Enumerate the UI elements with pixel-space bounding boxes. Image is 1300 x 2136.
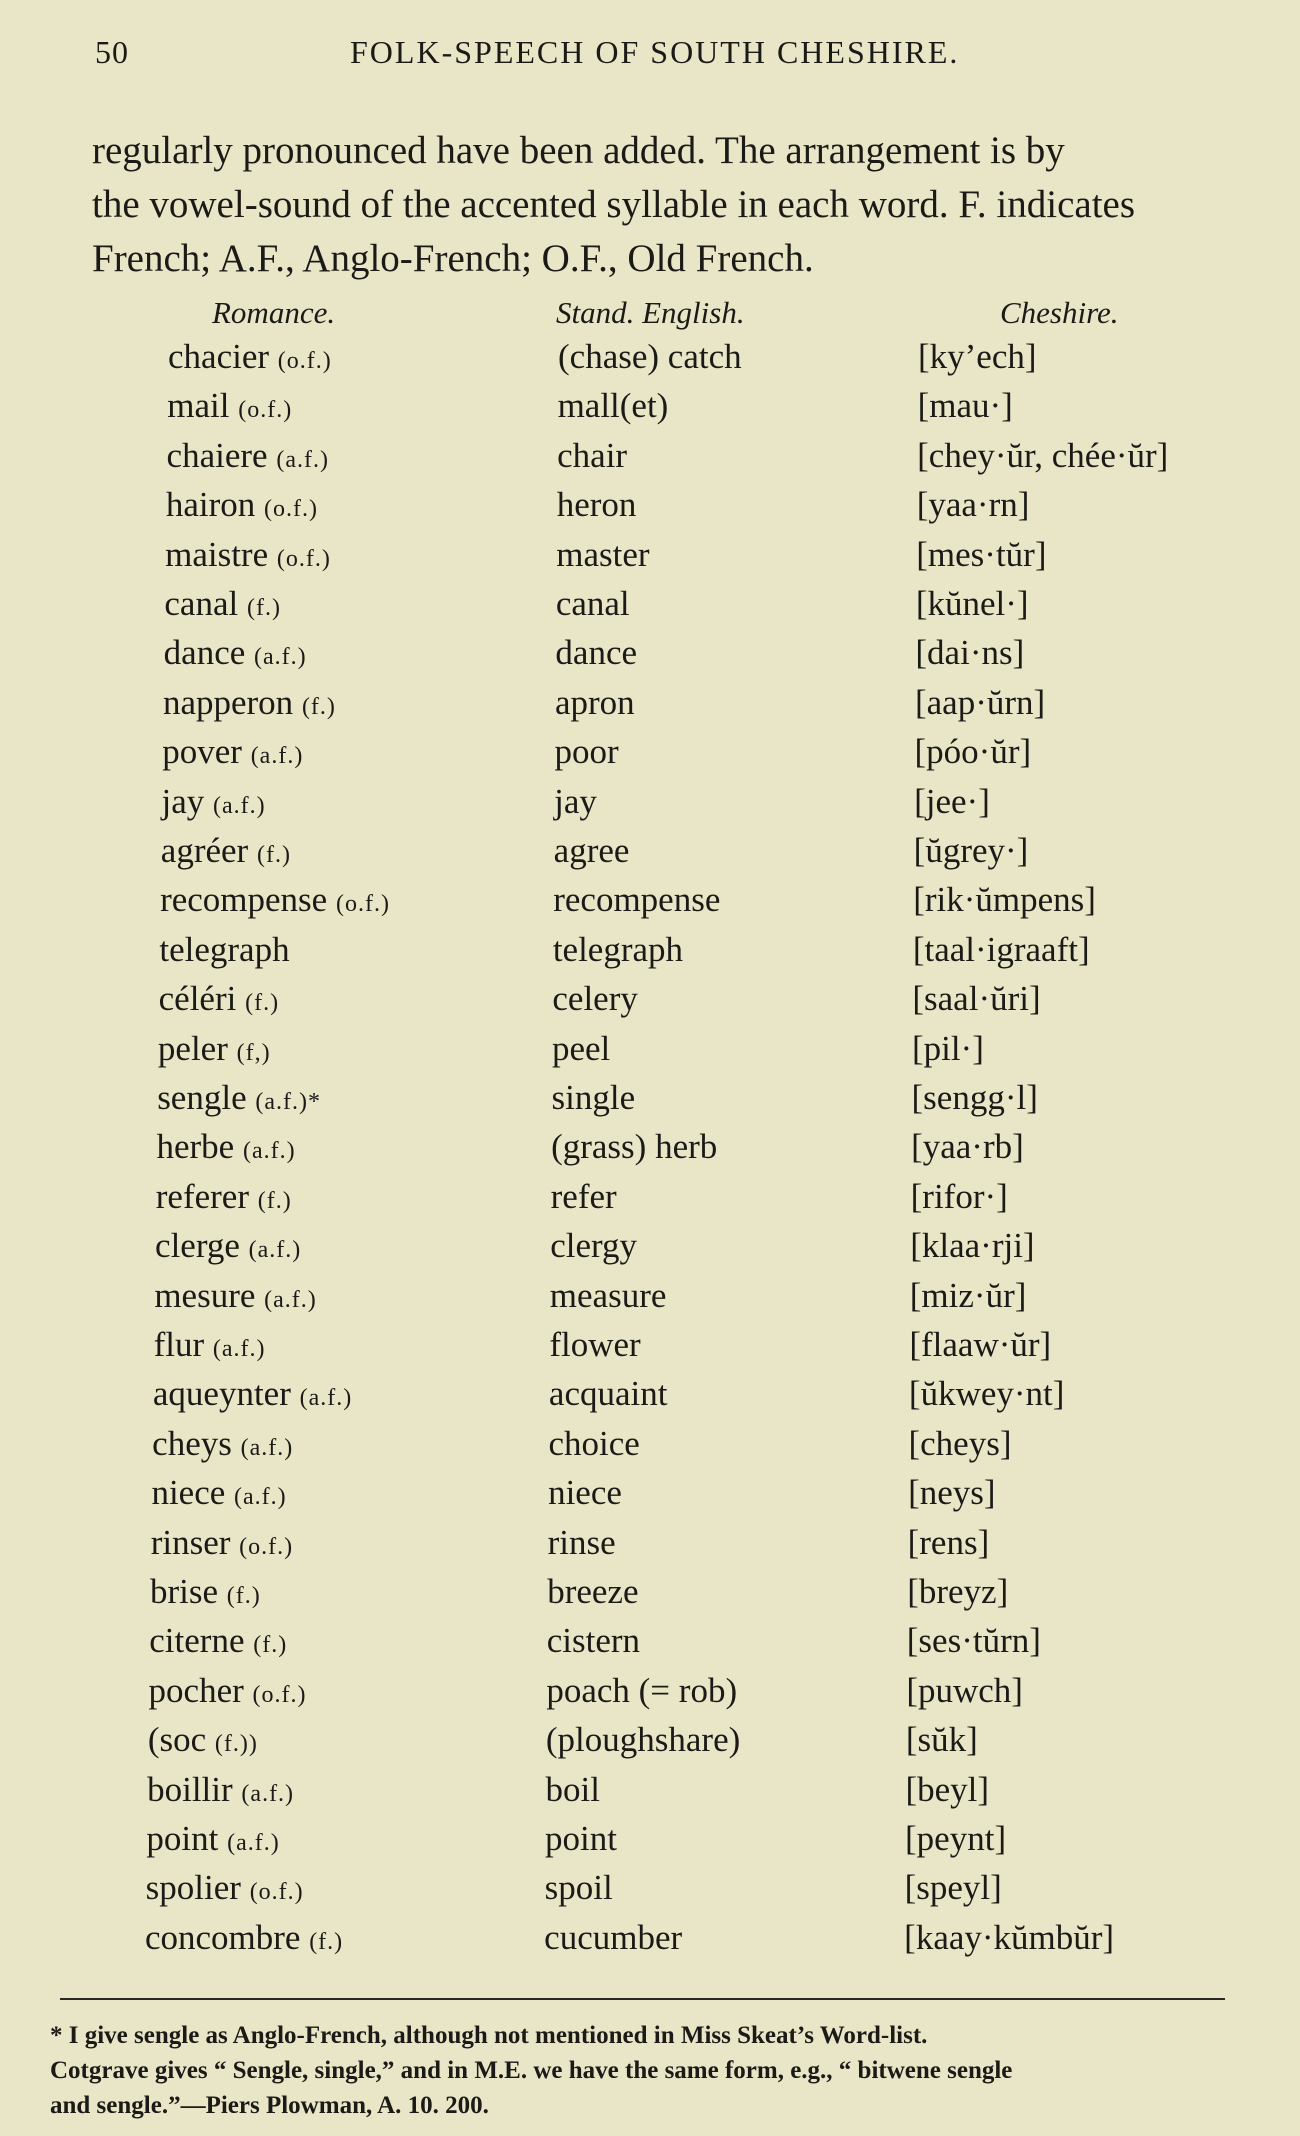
standard-english-word: peel [551, 1028, 611, 1068]
table-row [0, 1374, 1300, 1423]
cheshire-pronunciation: [beyl] [905, 1769, 990, 1809]
romance-word [162, 732, 303, 772]
cheshire-pronunciation: [mau·] [917, 386, 1013, 426]
romance-word-text: maistre [165, 534, 269, 574]
cheshire-pronunciation: [speyl] [904, 1868, 1002, 1908]
language-tag: (f.) [301, 693, 336, 720]
cheshire-pronunciation: [rik·ŭmpens] [913, 880, 1096, 920]
romance-word-text: chacier [168, 337, 270, 376]
standard-english-word: chair [557, 435, 628, 475]
romance-word-text: agréer [160, 831, 249, 870]
cheshire-pronunciation: [ses·tŭrn] [906, 1621, 1041, 1661]
romance-word-text: céléri [158, 979, 237, 1019]
table-row [0, 1276, 1300, 1325]
footnote-line: and sengle.”—Piers Plowman, A. 10. 200. [50, 2092, 489, 2119]
language-tag: (a.f.) [240, 1434, 294, 1461]
table-row [0, 1720, 1300, 1769]
table-row [0, 584, 1300, 633]
language-tag: (a.f.) [241, 1780, 295, 1807]
intro-line: regularly pronounced have been added. The arrangement is by [92, 129, 1065, 172]
table-row [0, 1671, 1300, 1720]
cheshire-pronunciation: [yaa·rb] [911, 1127, 1024, 1167]
language-tag: (a.f.)* [255, 1089, 321, 1115]
romance-word-text: mail [167, 386, 230, 426]
romance-word [150, 1572, 261, 1612]
romance-word-text: rinser [150, 1522, 231, 1562]
language-tag: (a.f.) [276, 446, 329, 473]
table-row [0, 386, 1300, 435]
romance-word-text: clerge [155, 1226, 240, 1266]
table-row [0, 979, 1300, 1028]
romance-word [168, 337, 332, 377]
romance-word-text: mesure [154, 1275, 256, 1315]
intro-line: the vowel-sound of the accented syllable in each word. F. indicates [92, 183, 1136, 226]
language-tag: (a.f.) [299, 1385, 353, 1412]
cheshire-pronunciation: [saal·ŭri] [912, 979, 1041, 1019]
language-tag: (a.f.) [227, 1830, 280, 1856]
standard-english-word: spoil [544, 1868, 613, 1908]
standard-english-word: single [551, 1078, 636, 1117]
romance-word [146, 1868, 304, 1908]
romance-word [146, 1819, 279, 1859]
romance-word [161, 831, 291, 871]
standard-english-word: cucumber [544, 1917, 683, 1957]
romance-word-text: citerne [149, 1621, 245, 1661]
romance-word-text: napperon [162, 682, 294, 722]
language-tag: (a.f.) [242, 1138, 296, 1165]
language-tag: (o.f.) [252, 1681, 307, 1708]
romance-word [159, 979, 279, 1019]
language-tag: (f.) [226, 1583, 261, 1609]
cheshire-pronunciation: [neys] [908, 1473, 996, 1513]
cheshire-pronunciation: [póo·ŭr] [914, 732, 1032, 772]
language-tag: (a.f.) [234, 1484, 287, 1511]
language-tag: (a.f.) [248, 1237, 302, 1264]
romance-word-text: canal [164, 584, 239, 623]
romance-word [153, 1374, 352, 1414]
romance-word-text: sengle [157, 1078, 247, 1117]
standard-english-word: telegraph [552, 929, 684, 969]
romance-word [149, 1671, 307, 1711]
language-tag: (o.f.) [277, 348, 332, 374]
language-tag: (o.f.) [264, 496, 318, 523]
romance-word-text: aqueynter [152, 1374, 291, 1414]
romance-word-text: referer [155, 1176, 249, 1216]
romance-word-text: telegraph [159, 929, 290, 969]
table-row [0, 1918, 1300, 1967]
table-row [0, 1770, 1300, 1819]
table-row [0, 485, 1300, 534]
romance-word [160, 880, 390, 920]
cheshire-pronunciation: [klaa·rji] [910, 1226, 1035, 1266]
language-tag: (f.)) [214, 1731, 258, 1758]
cheshire-pronunciation: [peynt] [905, 1819, 1007, 1858]
standard-english-word: poor [554, 732, 619, 772]
standard-english-word: (grass) herb [551, 1127, 718, 1167]
cheshire-pronunciation: [jee·] [914, 781, 990, 821]
table-row [0, 732, 1300, 781]
standard-english-word: choice [548, 1423, 640, 1463]
romance-word [152, 1424, 293, 1464]
romance-word [157, 1078, 321, 1118]
table-row [0, 436, 1300, 485]
cheshire-pronunciation: [yaa·rn] [916, 485, 1030, 525]
language-tag: (a.f.) [213, 792, 266, 819]
intro-line: French; A.F., Anglo-French; O.F., Old French. [92, 237, 814, 280]
standard-english-word: mall(et) [557, 386, 669, 426]
romance-word [148, 1720, 258, 1760]
column-header-cheshire: Cheshire. [1000, 295, 1119, 330]
footnote-line: Cotgrave gives “ Sengle, single,” and in M.E. we have the same form, e.g., “ bitwene sengle [50, 2057, 1013, 2084]
romance-word [156, 1127, 295, 1167]
cheshire-pronunciation: [flaaw·ŭr] [909, 1325, 1052, 1364]
romance-word-text: hairon [165, 485, 256, 525]
table-row [0, 1078, 1300, 1127]
romance-word [147, 1770, 294, 1810]
cheshire-pronunciation: [kŭnel·] [915, 584, 1029, 623]
romance-word [158, 1029, 271, 1069]
cheshire-pronunciation: [mes·tŭr] [916, 534, 1047, 574]
standard-english-word: point [545, 1819, 617, 1858]
romance-word-text: dance [163, 633, 246, 673]
romance-word-text: peler [157, 1028, 228, 1068]
cheshire-pronunciation: [rifor·] [910, 1176, 1008, 1216]
romance-word [163, 683, 336, 723]
romance-word [145, 1918, 343, 1958]
romance-word-text: (soc [147, 1720, 207, 1760]
standard-english-word: canal [555, 584, 630, 623]
romance-word [154, 1325, 266, 1365]
cheshire-pronunciation: [pil·] [911, 1028, 984, 1068]
romance-word-text: recompense [160, 880, 328, 920]
standard-english-word: heron [556, 485, 637, 525]
romance-word-text: point [146, 1819, 219, 1858]
standard-english-word: jay [554, 781, 597, 821]
cheshire-pronunciation: [ŭkwey·nt] [908, 1374, 1065, 1414]
language-tag: (a.f.) [264, 1286, 317, 1313]
romance-word-text: niece [151, 1473, 226, 1513]
romance-word-text: brise [150, 1572, 219, 1611]
table-row [0, 535, 1300, 584]
language-tag: (o.f.) [249, 1879, 304, 1906]
cheshire-pronunciation: [ky’ech] [918, 337, 1037, 376]
romance-word [149, 1621, 287, 1661]
standard-english-word: cistern [546, 1621, 641, 1661]
cheshire-pronunciation: [rens] [907, 1522, 990, 1562]
cheshire-pronunciation: [chey·ŭr, chée·ŭr] [917, 435, 1169, 475]
language-tag: (f.) [253, 1632, 288, 1659]
language-tag: (a.f.) [212, 1336, 266, 1362]
standard-english-word: poach (= rob) [546, 1670, 738, 1710]
table-row [0, 930, 1300, 979]
table-row [0, 1424, 1300, 1473]
cheshire-pronunciation: [taal·igraaft] [912, 929, 1090, 969]
table-row [0, 831, 1300, 880]
romance-word-text: boillir [147, 1769, 233, 1809]
romance-word-text: concombre [144, 1917, 301, 1957]
language-tag: (f.) [246, 595, 281, 621]
footnote-rule [60, 1998, 1225, 2000]
table-row [0, 1473, 1300, 1522]
standard-english-word: boil [545, 1769, 600, 1809]
table-row [0, 1523, 1300, 1572]
romance-word [164, 584, 281, 624]
language-tag: (f,) [236, 1039, 271, 1066]
cheshire-pronunciation: [sengg·l] [911, 1078, 1038, 1117]
romance-word-text: chaiere [166, 435, 268, 475]
footnote [50, 2018, 1240, 2123]
cheshire-pronunciation: [miz·ŭr] [909, 1275, 1027, 1315]
standard-english-word: breeze [547, 1572, 639, 1611]
table-row [0, 1868, 1300, 1917]
romance-word-text: herbe [156, 1127, 235, 1167]
cheshire-pronunciation: [cheys] [908, 1423, 1012, 1463]
table-row [0, 1621, 1300, 1670]
table-row [0, 1127, 1300, 1176]
language-tag: (f.) [256, 842, 291, 868]
standard-english-word: flower [549, 1325, 641, 1364]
romance-word [167, 386, 292, 426]
table-row [0, 337, 1300, 386]
table-row [0, 1325, 1300, 1374]
romance-word [167, 436, 329, 476]
table-row [0, 633, 1300, 682]
language-tag: (o.f.) [335, 891, 390, 918]
romance-word [154, 1276, 316, 1316]
standard-english-word: agree [553, 831, 630, 870]
romance-word-text: pover [162, 732, 242, 772]
cheshire-pronunciation: [aap·ŭrn] [914, 682, 1046, 722]
cheshire-pronunciation: [dai·ns] [915, 633, 1025, 673]
language-tag: (o.f.) [239, 1533, 294, 1560]
table-row [0, 1029, 1300, 1078]
romance-word-text: jay [161, 781, 205, 821]
language-tag: (a.f.) [250, 743, 304, 770]
romance-word [164, 633, 307, 673]
romance-word [151, 1523, 293, 1563]
romance-word [151, 1473, 286, 1513]
table-row [0, 1572, 1300, 1621]
romance-word [159, 930, 289, 970]
page-number: 50 [95, 34, 129, 70]
romance-word-text: spolier [145, 1868, 241, 1908]
standard-english-word: recompense [553, 880, 721, 920]
standard-english-word: master [556, 534, 650, 574]
intro-paragraph [92, 124, 1272, 286]
standard-english-word: (chase) catch [558, 337, 742, 376]
romance-word [155, 1226, 301, 1266]
romance-word-text: pocher [148, 1670, 244, 1710]
table-row [0, 1819, 1300, 1868]
table-row [0, 1226, 1300, 1275]
standard-english-word: rinse [547, 1522, 616, 1562]
language-tag: (f.) [245, 990, 280, 1017]
column-header-standard-english: Stand. English. [556, 295, 745, 330]
language-tag: (f.) [309, 1928, 344, 1955]
standard-english-word: apron [554, 682, 635, 722]
table-row [0, 683, 1300, 732]
standard-english-word: dance [555, 633, 638, 673]
language-tag: (f.) [257, 1187, 292, 1214]
column-header-romance: Romance. [212, 295, 336, 330]
language-tag: (a.f.) [254, 644, 307, 671]
standard-english-word: (ploughshare) [545, 1720, 741, 1760]
cheshire-pronunciation: [breyz] [907, 1572, 1009, 1611]
standard-english-word: measure [549, 1275, 667, 1315]
table-row [0, 782, 1300, 831]
standard-english-word: acquaint [548, 1374, 668, 1414]
footnote-line: * I give sengle as Anglo-French, although not mentioned in Miss Skeat’s Word-list. [50, 2022, 928, 2049]
running-title: FOLK-SPEECH OF SOUTH CHESHIRE. [350, 34, 960, 70]
romance-word-text: flur [153, 1325, 205, 1364]
romance-word [156, 1177, 292, 1217]
standard-english-word: clergy [550, 1226, 638, 1266]
cheshire-pronunciation: [kaay·kŭmbŭr] [904, 1917, 1115, 1957]
standard-english-word: celery [552, 979, 638, 1019]
table-row [0, 1177, 1300, 1226]
table-row [0, 880, 1300, 929]
standard-english-word: refer [550, 1176, 617, 1216]
cheshire-pronunciation: [sŭk] [905, 1720, 978, 1760]
standard-english-word: niece [548, 1473, 622, 1513]
language-tag: (o.f.) [238, 397, 293, 424]
cheshire-pronunciation: [puwch] [906, 1670, 1023, 1710]
language-tag: (o.f.) [276, 545, 331, 572]
romance-word [165, 535, 331, 575]
cheshire-pronunciation: [ŭgrey·] [913, 831, 1029, 870]
romance-word [162, 782, 266, 822]
romance-word-text: cheys [152, 1423, 232, 1463]
romance-word [166, 485, 318, 525]
